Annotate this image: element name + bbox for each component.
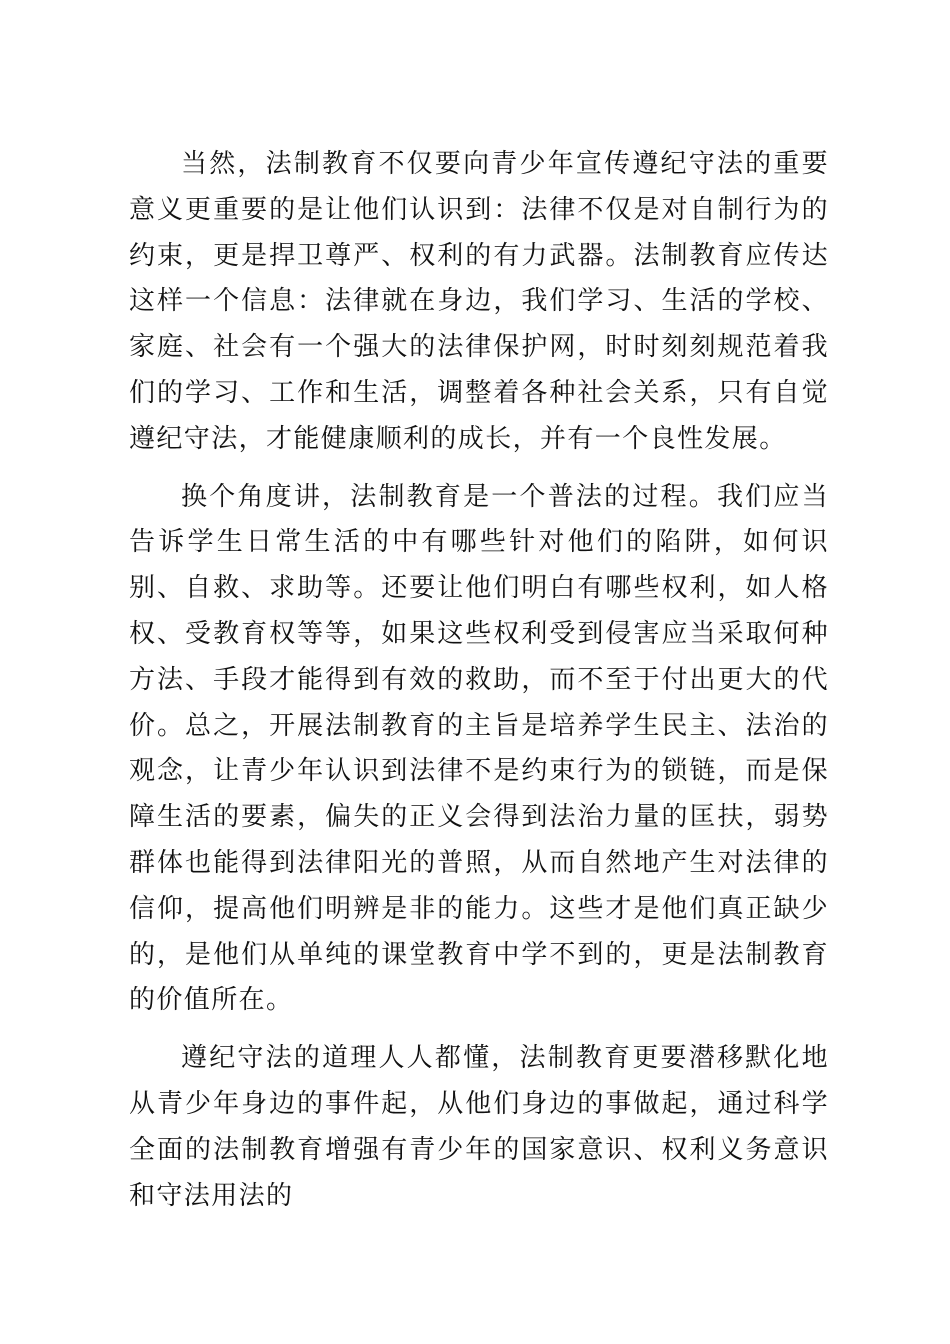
paragraph-3: 遵纪守法的道理人人都懂，法制教育更要潜移默化地从青少年身边的事件起，从他们身边的事做起，通过科学全面的法制教育增强有青少年的国家意识、权利义务意识和守法用法的 [129,1043,829,1211]
paragraph-2: 换个角度讲，法制教育是一个普法的过程。我们应当告诉学生日常生活的中有哪些针对他们的陷阱，如何识别、自救、求助等。还要让他们明白有哪些权利，如人格权、受教育权等等，如果这些权利受到侵害应当采取何种方法、手段才能得到有效的救助，而不至于付出更大的代价。总之，开展法制教育的主旨是培养学生民主、法治的观念，让青少年认识到法律不是约束行为的锁链，而是保障生活的要素，偏失的正义会得到法治力量的匡扶，弱势群体也能得到法律阳光的普照，从而自然地产生对法律的信仰，提高他们明辨是非的能力。这些才是他们真正缺少的，是他们从单纯的课堂教育中学不到的，更是法制教育的价值所在。 [129,481,829,1016]
document-body [129,142,829,1231]
paragraph-1: 当然，法制教育不仅要向青少年宣传遵纪守法的重要意义更重要的是让他们认识到：法律不仅是对自制行为的约束，更是捍卫尊严、权利的有力武器。法制教育应传达这样一个信息：法律就在身边，我们学习、生活的学校、家庭、社会有一个强大的法律保护网，时时刻刻规范着我们的学习、工作和生活，调整着各种社会关系，只有自觉遵纪守法，才能健康顺利的成长，并有一个良性发展。 [129,149,829,454]
